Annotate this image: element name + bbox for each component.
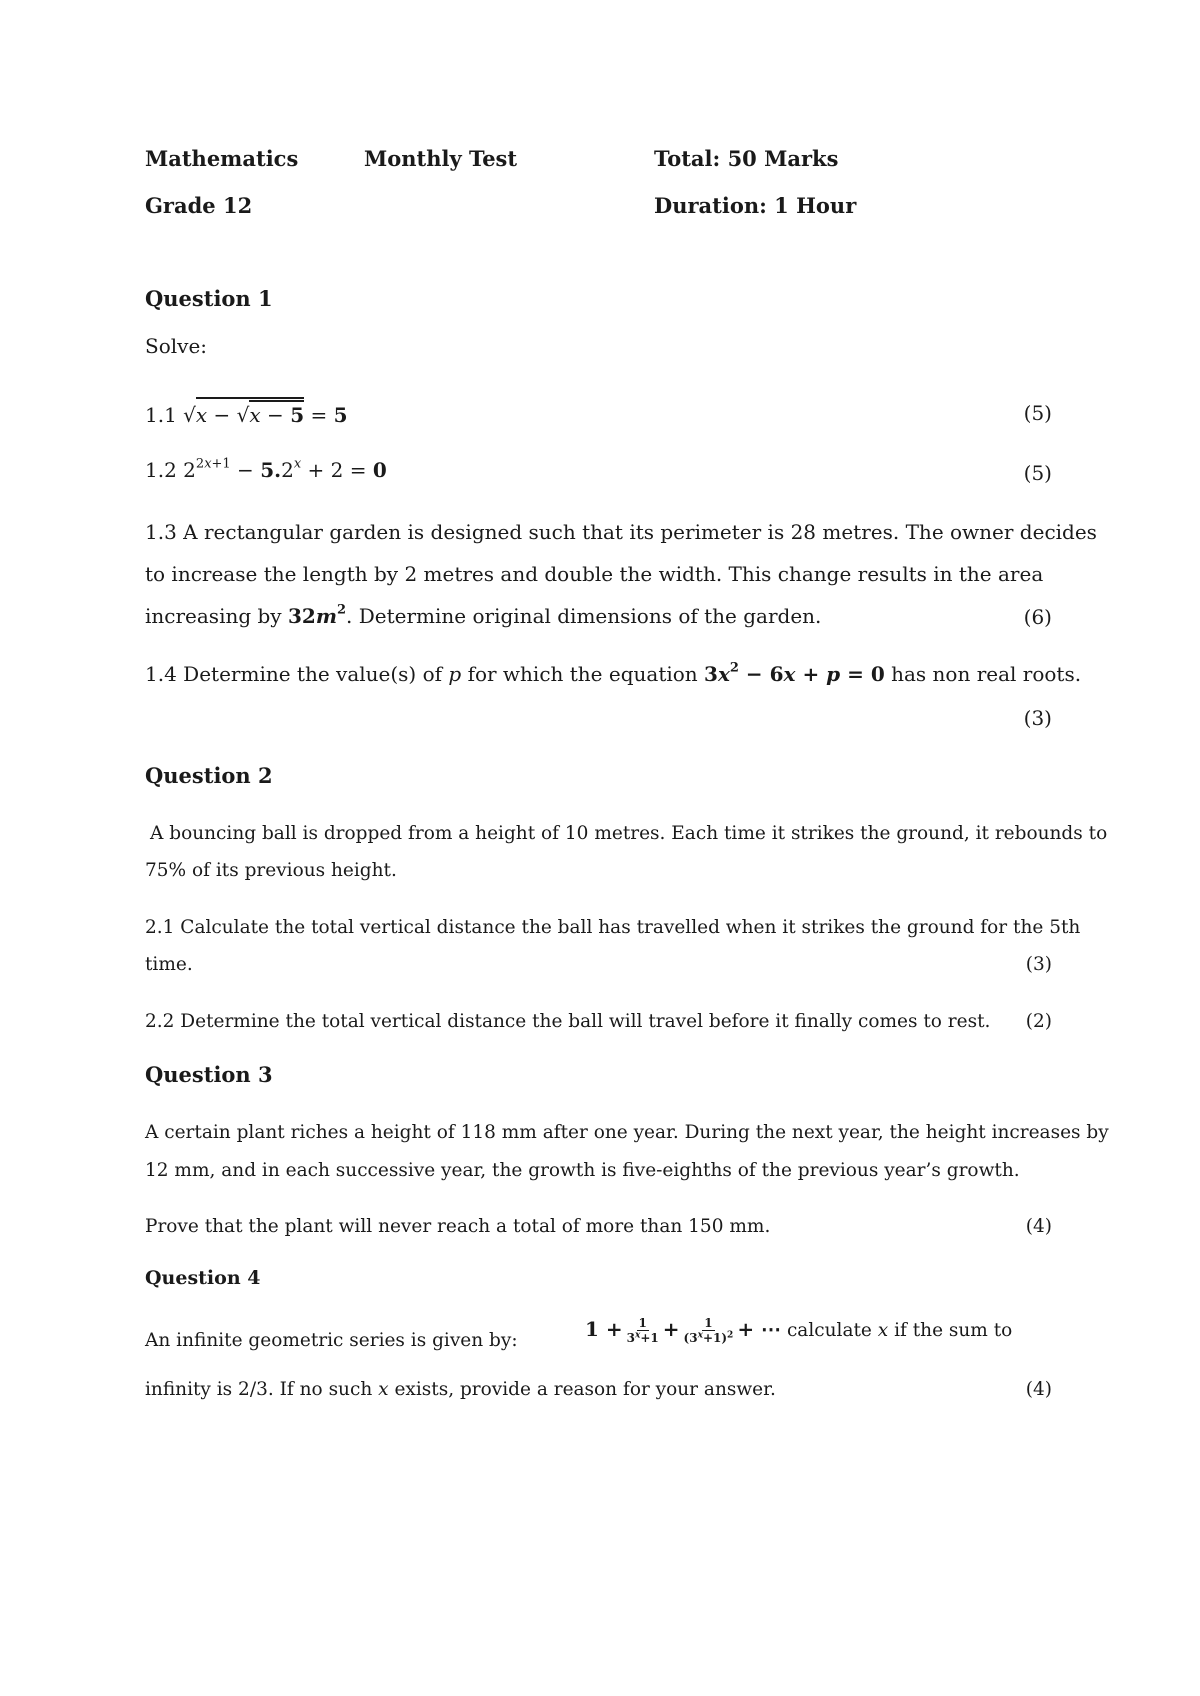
variable-x: x (877, 1320, 889, 1341)
q4-line-1-series (585, 1316, 1012, 1345)
q1-1-marks: (5) (1023, 401, 1052, 425)
q1-item-1-3-line-2: to increase the length by 2 metres and double the width. This change results in the area (145, 562, 1044, 586)
total-marks-label: Total: 50 Marks (654, 146, 839, 171)
q2-2-marks: (2) (1025, 1011, 1052, 1032)
series-expression: 1 + $\frac{1}{3^x+1}$ + $\frac{1}{(3^x+1)^2}$ + ⋯ (585, 1316, 782, 1345)
equation-1-4: $3x^2 - 6x + p = 0$ (704, 660, 885, 686)
q1-instruction: Solve: (145, 334, 208, 358)
q3-prove: Prove that the plant will never reach a total of more than 150 mm. (145, 1216, 771, 1237)
question-1-heading: Question 1 (145, 286, 273, 311)
item-text: calculate (786, 1320, 872, 1341)
q2-item-2-1-line-2: time. (145, 954, 193, 975)
duration-label: Duration: 1 Hour (654, 193, 857, 218)
q1-item-1-2 (145, 458, 387, 482)
question-3-heading: Question 3 (145, 1062, 273, 1087)
q1-item-1-3-line-3 (145, 604, 821, 628)
q4-marks: (4) (1025, 1379, 1052, 1400)
q1-item-1-1 (145, 397, 348, 427)
q3-marks: (4) (1025, 1216, 1052, 1237)
item-text: has non real roots. (891, 662, 1082, 686)
q2-1-marks: (3) (1025, 954, 1052, 975)
q3-line-1: A certain plant riches a height of 118 mm after one year. During the next year, the height increases by (145, 1122, 1109, 1143)
item-number: 1.1 (145, 403, 177, 427)
q3-line-2: 12 mm, and in each successive year, the growth is five-eighths of the previous year’s growth. (145, 1160, 1020, 1181)
variable-p: p (448, 662, 462, 686)
subject-label: Mathematics (145, 146, 299, 171)
equation-1-2: $2^{2x+1} - 5.2^x + 2 = 0$ (183, 456, 387, 482)
q2-intro-line-2: 75% of its previous height. (145, 860, 397, 881)
question-4-heading: Question 4 (145, 1267, 261, 1289)
q2-intro-line-1: A bouncing ball is dropped from a height of 10 metres. Each time it strikes the ground, it rebounds to (150, 823, 1108, 844)
area-expression: $32m^2$ (287, 602, 347, 628)
item-text: if the sum to (894, 1320, 1013, 1341)
item-number: 1.3 (145, 520, 177, 544)
item-text: A rectangular garden is designed such that its perimeter is 28 metres. The owner decides (183, 520, 1097, 544)
question-2-heading: Question 2 (145, 763, 273, 788)
q2-item-2-1-line-1: 2.1 Calculate the total vertical distance the ball has travelled when it strikes the ground for the 5th (145, 917, 1081, 938)
equation-1-1: √x − √x − 5 = 5 (183, 403, 347, 427)
q1-3-marks: (6) (1023, 605, 1052, 629)
q1-2-marks: (5) (1023, 461, 1052, 485)
test-name-label: Monthly Test (364, 146, 518, 171)
variable-x: x (378, 1379, 389, 1400)
item-text: infinity is 2/3. If no such (145, 1379, 373, 1400)
item-text: increasing by (145, 604, 282, 628)
q1-item-1-3-line-1 (145, 520, 1097, 544)
item-text: Determine the value(s) of (183, 662, 443, 686)
item-text: exists, provide a reason for your answer. (394, 1379, 776, 1400)
q1-item-1-4 (145, 662, 1081, 686)
grade-label: Grade 12 (145, 193, 253, 218)
item-text: for which the equation (467, 662, 698, 686)
item-number: 1.4 (145, 662, 177, 686)
q2-item-2-2: 2.2 Determine the total vertical distance the ball will travel before it finally comes to rest. (145, 1011, 991, 1032)
q1-4-marks: (3) (1023, 706, 1052, 730)
item-number: 1.2 (145, 458, 177, 482)
q4-line-2 (145, 1379, 776, 1400)
item-text: . Determine original dimensions of the garden. (346, 604, 822, 628)
q4-line-1-text: An infinite geometric series is given by: (145, 1330, 518, 1351)
